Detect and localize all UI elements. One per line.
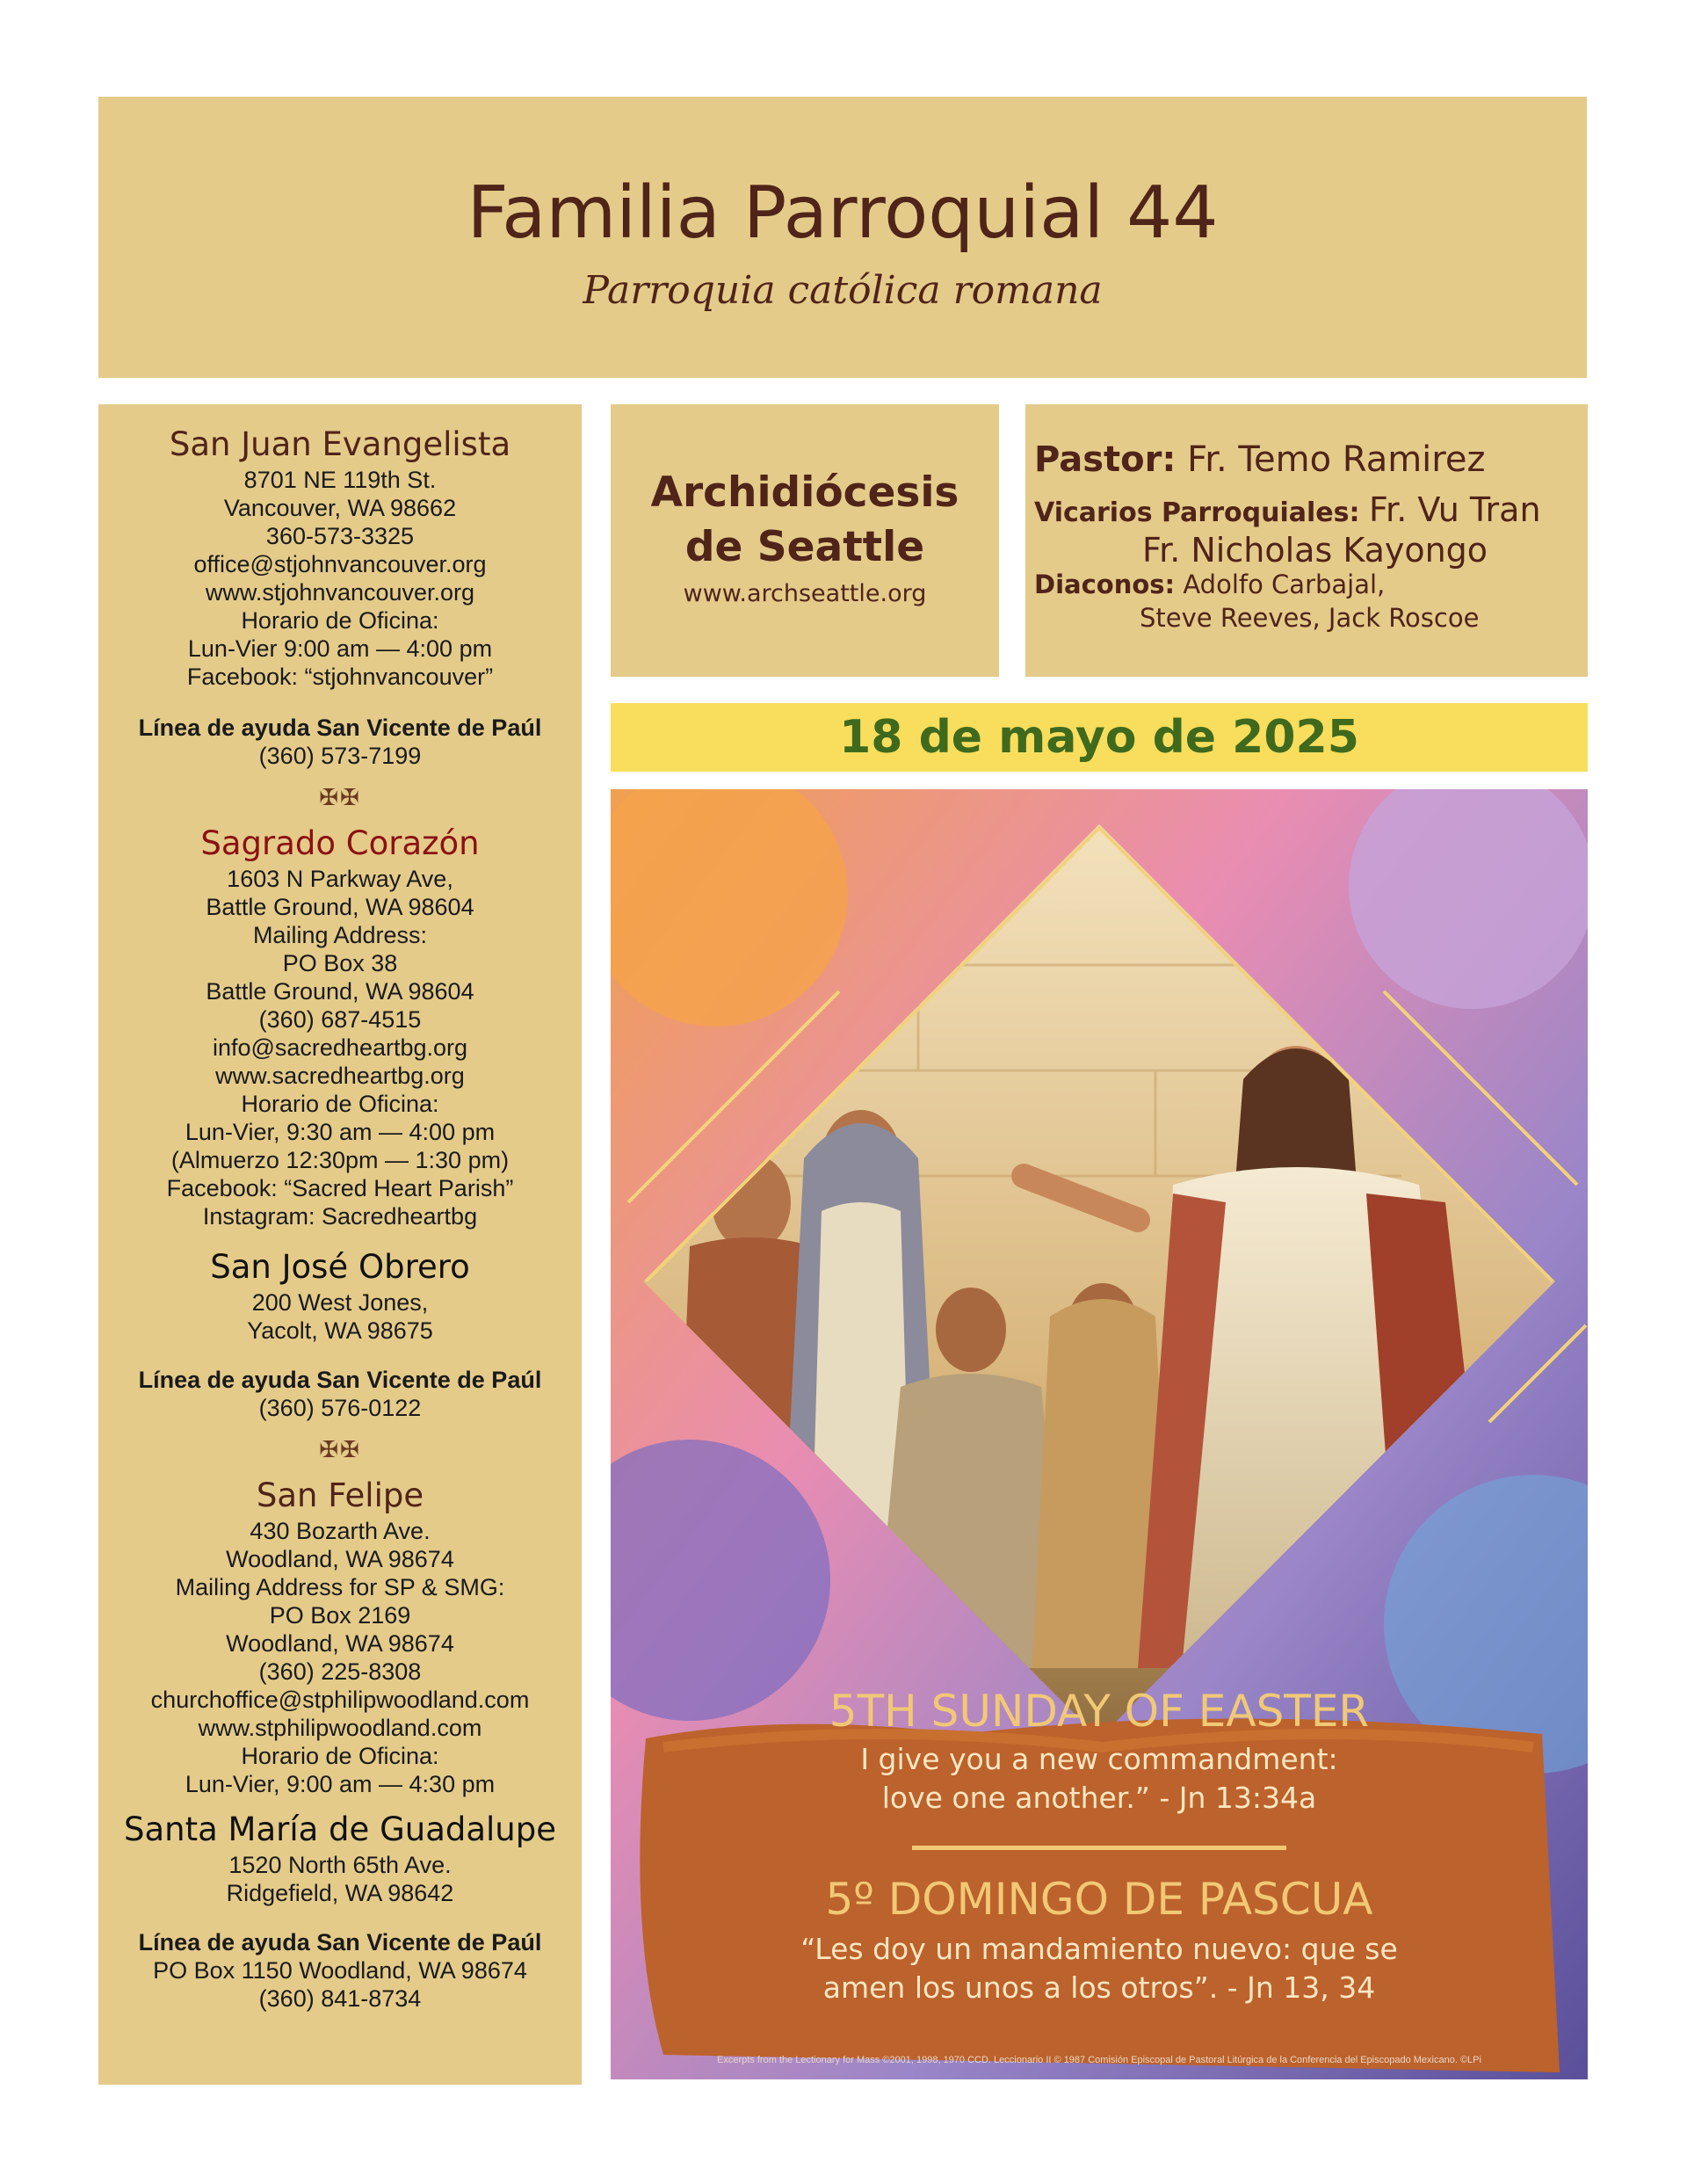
scripture-quote-es [611, 1930, 1588, 2007]
parish-name: San Felipe [256, 1477, 424, 1514]
parish-san-felipe [98, 1475, 582, 1798]
easter-title-en: 5TH SUNDAY OF EASTER [829, 1686, 1370, 1737]
parish-address-line: 8701 NE 119th St. [243, 467, 437, 493]
facebook: Facebook: “stjohnvancouver” [186, 664, 494, 690]
easter-artwork [611, 789, 1588, 2079]
cross-separator: ✠✠ [319, 1437, 361, 1463]
parish-name: Santa María de Guadalupe [123, 1810, 557, 1848]
facebook: Facebook: “Sacred Heart Parish” [166, 1175, 514, 1201]
parish-line: 1603 N Parkway Ave, [227, 866, 453, 892]
pastor-name: Fr. Temo Ramirez [1187, 439, 1486, 480]
scripture-line: “Les doy un mandamiento nuevo: que se [800, 1932, 1398, 1966]
parish-name: San Juan Evangelista [169, 425, 511, 463]
pastor-label: Pastor: [1034, 439, 1177, 480]
bulletin-title: Familia Parroquial 44 [467, 171, 1219, 255]
parish-line: Battle Ground, WA 98604 [206, 978, 474, 1005]
helpline-address: PO Box 1150 Woodland, WA 98674 [153, 1957, 527, 1984]
parish-line: Woodland, WA 98674 [226, 1546, 454, 1572]
parish-line: Woodland, WA 98674 [226, 1630, 454, 1657]
parish-santa-maria-guadalupe [98, 1809, 582, 2013]
vicar-name: Fr. Vu Tran [1368, 490, 1541, 529]
helpline-phone: (360) 841-8734 [258, 1985, 422, 2012]
archdiocese-website: www.archseattle.org [683, 580, 927, 607]
bulletin-subtitle: Parroquia católica romana [583, 268, 1103, 313]
parish-email: info@sacredheartbg.org [212, 1034, 468, 1061]
scripture-line: amen los unos a los otros”. - Jn 13, 34 [822, 1970, 1376, 2005]
parish-line: PO Box 38 [282, 950, 398, 976]
archdiocese-line2: de Seattle [684, 523, 925, 571]
divider [912, 1846, 1286, 1850]
parish-line: 430 Bozarth Ave. [250, 1518, 431, 1544]
helpline-title: Línea de ayuda San Vicente de Paúl [138, 715, 542, 741]
parish-line: Battle Ground, WA 98604 [206, 894, 474, 920]
archdiocese-name [611, 466, 999, 575]
helpline-title: Línea de ayuda San Vicente de Paúl [138, 1929, 542, 1955]
cross-separator: ✠✠ [319, 785, 361, 811]
archdiocese-line1: Archidiócesis [650, 468, 959, 517]
parish-email: office@stjohnvancouver.org [193, 551, 487, 577]
office-hours-label: Horario de Oficina: [241, 607, 439, 634]
parish-address-line: Vancouver, WA 98662 [223, 495, 457, 521]
deacons-label: Diaconos: [1034, 570, 1176, 599]
parish-phone: (360) 687-4515 [258, 1006, 422, 1033]
parish-name: Sagrado Corazón [200, 824, 480, 862]
parish-line: Ridgefield, WA 98642 [226, 1880, 454, 1906]
scripture-line: I give you a new commandment: [860, 1742, 1338, 1776]
vicars-label: Vicarios Parroquiales: [1034, 497, 1360, 528]
parish-email: churchoffice@stphilipwoodland.com [150, 1687, 530, 1713]
vicar-name: Fr. Nicholas Kayongo [1142, 531, 1488, 570]
office-hours: Lun-Vier 9:00 am — 4:00 pm [187, 635, 493, 662]
parish-website: www.stjohnvancouver.org [205, 579, 475, 606]
helpline-phone: (360) 576-0122 [258, 1395, 422, 1421]
office-hours-label: Horario de Oficina: [241, 1743, 439, 1769]
deacon-names: Steve Reeves, Jack Roscoe [1140, 603, 1480, 633]
instagram: Instagram: Sacredheartbg [202, 1203, 478, 1230]
parish-line: Mailing Address: [252, 922, 428, 948]
scripture-line: love one another.” - Jn 13:34a [881, 1781, 1317, 1815]
clergy-box [1025, 404, 1588, 677]
parish-directory [98, 404, 582, 2085]
parish-website: www.sacredheartbg.org [215, 1063, 465, 1089]
scripture-quote-en [611, 1740, 1588, 1818]
parish-sagrado-corazon [98, 823, 582, 1230]
parish-phone: (360) 225-8308 [258, 1658, 422, 1685]
helpline-phone: (360) 573-7199 [258, 743, 422, 769]
parish-name: San José Obrero [210, 1248, 470, 1286]
helpline-title: Línea de ayuda San Vicente de Paúl [138, 1367, 542, 1393]
parish-san-juan [98, 424, 582, 770]
easter-title-es: 5º DOMINGO DE PASCUA [825, 1874, 1373, 1925]
copyright-credits: Excerpts from the Lectionary for Mass ©2001, 1998, 1970 CCD. Leccionario II © 1987 Comisión Episcopal de Pastoral Litúrgica de la Conferencia del Episcopado Mexicano. ©LPi [717, 2055, 1481, 2065]
archdiocese-box [611, 404, 999, 677]
header-banner [98, 97, 1587, 378]
parish-line: PO Box 2169 [269, 1602, 411, 1629]
deacon-names: Adolfo Carbajal, [1183, 570, 1386, 599]
office-hours-label: Horario de Oficina: [241, 1091, 439, 1117]
parish-line: Yacolt, WA 98675 [247, 1317, 433, 1344]
vicars-line [1034, 490, 1541, 529]
bulletin-date: 18 de mayo de 2025 [611, 703, 1588, 772]
office-hours: Lun-Vier, 9:30 am — 4:00 pm [185, 1119, 496, 1145]
parish-line: 200 West Jones, [251, 1289, 429, 1316]
deacons-line [1034, 570, 1385, 599]
parish-line: 1520 North 65th Ave. [228, 1852, 452, 1878]
parish-san-jose-obrero [98, 1246, 582, 1422]
office-hours: Lun-Vier, 9:00 am — 4:30 pm [185, 1771, 496, 1797]
pastor-line [1034, 439, 1485, 480]
lunch-hours: (Almuerzo 12:30pm — 1:30 pm) [170, 1147, 510, 1173]
parish-line: Mailing Address for SP & SMG: [175, 1574, 505, 1600]
parish-website: www.stphilipwoodland.com [198, 1715, 482, 1741]
parish-phone: 360-573-3325 [265, 523, 415, 549]
